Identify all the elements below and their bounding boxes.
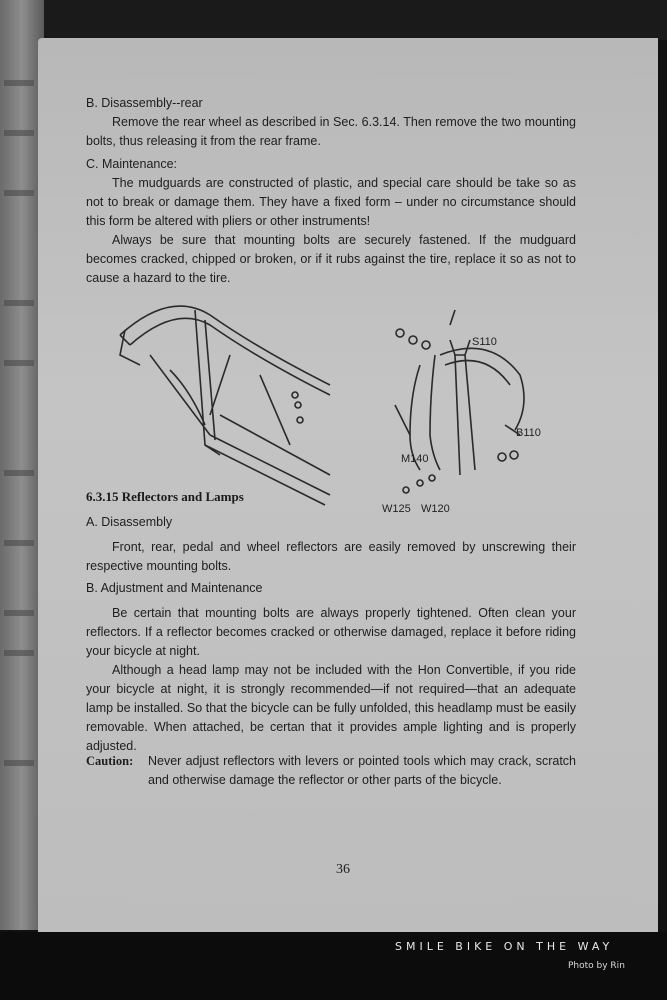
caution-block <box>86 752 576 790</box>
section-6315-b-para2: Although a head lamp may not be included with the Hon Convertible, if you ride your bicycle at night, it is strongly recommended—if not required—that an adequate lamp be installed. So that the bicycle can be fully unfolded, this headlamp must be easily removable. When attached, be certan that it provides ample lighting and is properly adjusted. <box>86 663 576 753</box>
section-6315-b-para1: Be certain that mounting bolts are always properly tightened. Often clean your reflectors. If a reflector becomes cracked or otherwise damaged, replace it before riding your bicycle at night. <box>86 606 576 658</box>
label-w125: W125 <box>382 503 411 515</box>
section-c-para2: Always be sure that mounting bolts are securely fastened. If the mudguard becomes cracked, chipped or broken, or if it rubs against the tire, replace it so as not to cause a hazard to the tire. <box>86 233 576 285</box>
section-c <box>86 155 576 288</box>
label-m140: M140 <box>401 453 429 465</box>
section-6315-b <box>86 579 576 756</box>
front-fork-drawing <box>395 310 524 493</box>
watermark-brand: SMILE BIKE ON THE WAY <box>395 940 614 953</box>
section-b-rear-heading: B. Disassembly--rear <box>86 96 203 110</box>
background-top <box>0 0 667 40</box>
caution-label: Caution: <box>86 754 134 768</box>
section-6315-b-heading: B. Adjustment and Maintenance <box>86 581 263 595</box>
section-6315-heading: 6.3.15 Reflectors and Lamps <box>86 489 244 504</box>
section-6315-a <box>86 513 576 576</box>
rear-mudguard-drawing <box>120 306 330 505</box>
section-c-para1: The mudguards are constructed of plastic, and special care should be take so as not to break or damage them. They have a fixed form – under no circumstance should this form be altered with pliers or other instruments! <box>86 176 576 228</box>
label-b110: B110 <box>516 427 541 439</box>
section-b-rear-body: Remove the rear wheel as described in Sec. 6.3.14. Then remove the two mounting bolts, thus releasing it from the rear frame. <box>86 115 576 148</box>
label-s110: S110 <box>472 336 497 348</box>
section-b-rear <box>86 94 576 151</box>
label-w120: W120 <box>421 503 450 515</box>
photo-credit: Photo by Rin <box>568 961 625 971</box>
section-c-heading: C. Maintenance: <box>86 157 178 171</box>
section-6315-a-body: Front, rear, pedal and wheel reflectors are easily removed by unscrewing their respective mounting bolts. <box>86 540 576 573</box>
page-number: 36 <box>336 862 350 877</box>
section-6315-a-heading: A. Disassembly <box>86 515 173 529</box>
caution-body: Never adjust reflectors with levers or pointed tools which may crack, scratch and otherwise damage the reflector or other parts of the bicycle. <box>148 754 576 787</box>
